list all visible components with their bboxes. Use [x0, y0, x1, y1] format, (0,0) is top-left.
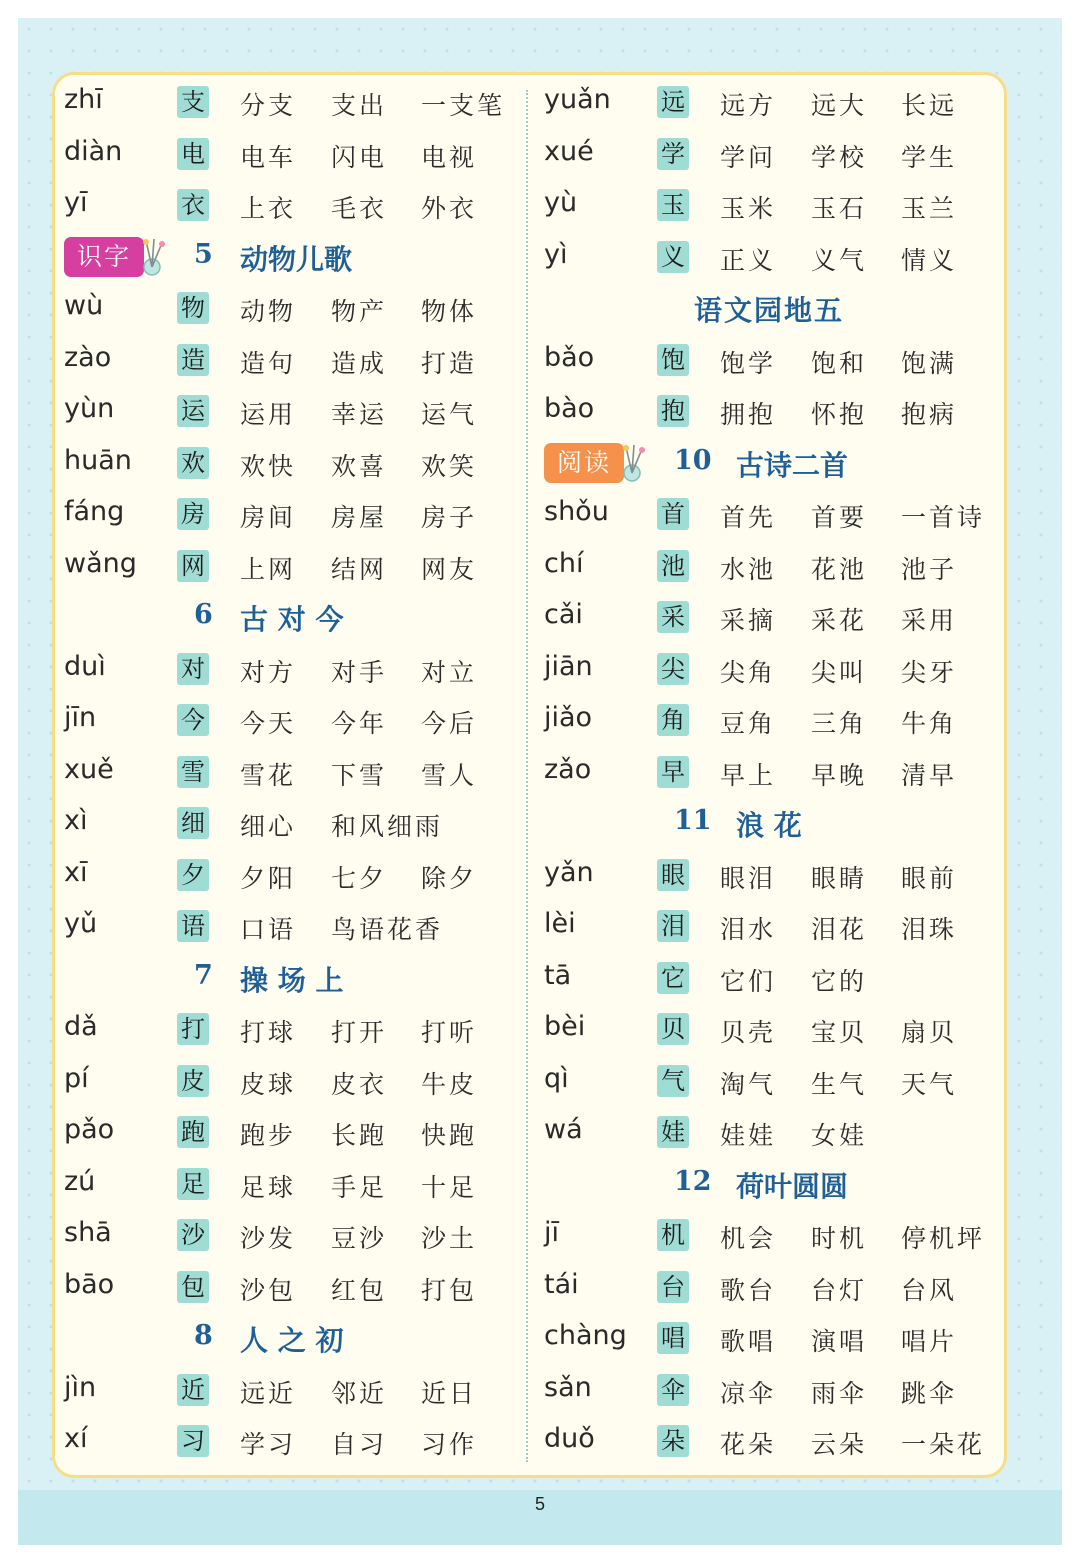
pinyin: wù — [64, 290, 104, 321]
example-word: 义气 — [811, 245, 868, 275]
highlight-character: 气 — [657, 1065, 689, 1097]
example-word: 饱和 — [811, 348, 868, 378]
pinyin: yùn — [64, 393, 115, 424]
example-word: 玉石 — [811, 194, 868, 223]
example-word: 快跑 — [421, 1121, 478, 1150]
example-word: 一支笔 — [421, 91, 506, 120]
example-word: 打包 — [421, 1275, 478, 1305]
example-word: 眼泪 — [720, 863, 777, 893]
example-word: 沙包 — [240, 1275, 297, 1305]
pinyin: xī — [64, 856, 88, 888]
example-word: 房子 — [421, 503, 478, 532]
highlight-character: 唱 — [657, 1322, 689, 1354]
pinyin: yuǎn — [544, 84, 611, 115]
highlight-character: 欢 — [177, 447, 209, 479]
highlight-character: 它 — [657, 962, 689, 994]
example-word: 清早 — [901, 760, 958, 790]
example-word: 尖叫 — [811, 657, 868, 687]
pinyin: zǎo — [544, 753, 592, 785]
pinyin: zhī — [64, 84, 103, 115]
example-word: 正义 — [720, 245, 777, 275]
example-word: 电视 — [421, 142, 478, 172]
column-divider — [526, 90, 528, 1462]
example-word: 采用 — [901, 606, 958, 635]
highlight-character: 早 — [657, 756, 689, 788]
example-word: 对方 — [240, 657, 297, 687]
example-word: 饱满 — [901, 348, 958, 378]
example-word: 时机 — [811, 1224, 868, 1253]
example-word: 眼前 — [901, 863, 958, 893]
example-word: 长远 — [901, 91, 958, 120]
example-word: 幸运 — [331, 400, 388, 429]
example-word: 皮衣 — [331, 1069, 388, 1099]
example-word: 皮球 — [240, 1069, 297, 1099]
pinyin: duǒ — [544, 1423, 595, 1454]
example-word: 台风 — [901, 1275, 958, 1305]
example-word: 造成 — [331, 348, 388, 378]
example-word: 跳伞 — [901, 1378, 958, 1408]
example-word: 电车 — [240, 142, 297, 172]
lesson-number: 8 — [194, 1320, 213, 1351]
pinyin: bāo — [64, 1268, 115, 1300]
example-word: 今天 — [240, 709, 297, 738]
pinyin: xué — [544, 135, 594, 167]
example-word: 首要 — [811, 503, 868, 532]
highlight-character: 娃 — [657, 1116, 689, 1148]
highlight-character: 支 — [177, 86, 209, 118]
example-word: 唱片 — [901, 1327, 958, 1356]
example-word: 手足 — [331, 1172, 388, 1202]
pinyin: bǎo — [544, 341, 595, 373]
highlight-character: 物 — [177, 292, 209, 324]
highlight-character: 造 — [177, 344, 209, 376]
pinyin: tā — [544, 959, 572, 991]
highlight-character: 对 — [177, 653, 209, 685]
lesson-title: 荷叶圆圆 — [736, 1169, 849, 1203]
example-word: 泪珠 — [901, 915, 958, 944]
example-word: 淘气 — [720, 1069, 777, 1099]
highlight-character: 习 — [177, 1425, 209, 1457]
pinyin: sǎn — [544, 1371, 592, 1403]
pinyin: yù — [544, 187, 578, 218]
example-word: 泪花 — [811, 915, 868, 944]
example-word: 云朵 — [811, 1430, 868, 1459]
highlight-character: 采 — [657, 601, 689, 633]
pinyin: bèi — [544, 1011, 586, 1042]
example-word: 学生 — [901, 142, 958, 172]
example-word: 动物 — [240, 297, 297, 326]
highlight-character: 玉 — [657, 189, 689, 221]
example-word: 对立 — [421, 657, 478, 687]
highlight-character: 泪 — [657, 910, 689, 942]
example-word: 沙发 — [240, 1224, 297, 1253]
example-word: 宝贝 — [811, 1018, 868, 1047]
pinyin: shā — [64, 1217, 112, 1248]
highlight-character: 衣 — [177, 189, 209, 221]
highlight-character: 首 — [657, 498, 689, 530]
example-word: 物体 — [421, 297, 478, 326]
pinyin: xuě — [64, 753, 114, 785]
highlight-character: 跑 — [177, 1116, 209, 1148]
example-word: 池子 — [901, 554, 958, 584]
example-word: 贝壳 — [720, 1018, 777, 1047]
highlight-character: 机 — [657, 1219, 689, 1251]
example-word: 抱病 — [901, 400, 958, 429]
example-word: 闪电 — [331, 142, 388, 172]
example-word: 采花 — [811, 606, 868, 635]
example-word: 运用 — [240, 400, 297, 429]
example-word: 邻近 — [331, 1378, 388, 1408]
example-word: 近日 — [421, 1378, 478, 1408]
example-word: 它们 — [720, 966, 777, 996]
highlight-character: 足 — [177, 1168, 209, 1200]
example-word: 眼睛 — [811, 863, 868, 893]
example-word: 停机坪 — [901, 1224, 986, 1253]
pinyin: wǎng — [64, 547, 137, 579]
highlight-character: 皮 — [177, 1065, 209, 1097]
example-word: 花池 — [811, 554, 868, 584]
highlight-character: 电 — [177, 138, 209, 170]
pinyin: huān — [64, 444, 132, 476]
example-word: 打球 — [240, 1018, 297, 1047]
lesson-number: 11 — [674, 805, 712, 836]
example-word: 三角 — [811, 709, 868, 738]
example-word: 豆沙 — [331, 1224, 388, 1253]
example-word: 下雪 — [331, 760, 388, 790]
pinyin: zào — [64, 341, 112, 373]
example-word: 自习 — [331, 1430, 388, 1459]
pinyin: bào — [544, 393, 595, 424]
highlight-character: 抱 — [657, 395, 689, 427]
example-word: 学习 — [240, 1430, 297, 1459]
example-word: 细心 — [240, 812, 297, 841]
pinyin: diàn — [64, 135, 123, 167]
highlight-character: 义 — [657, 241, 689, 273]
example-word: 打听 — [421, 1018, 478, 1047]
pinyin: qì — [544, 1062, 569, 1094]
pinyin: chí — [544, 547, 584, 579]
example-word: 外衣 — [421, 194, 478, 223]
pinyin: wá — [544, 1114, 583, 1145]
example-word: 足球 — [240, 1172, 297, 1202]
pinyin: duì — [64, 650, 106, 682]
example-word: 尖角 — [720, 657, 777, 687]
example-word: 泪水 — [720, 915, 777, 944]
example-word: 房屋 — [331, 503, 388, 532]
lesson-title: 操 场 上 — [240, 963, 344, 997]
example-word: 跑步 — [240, 1121, 297, 1150]
example-word: 它的 — [811, 966, 868, 996]
example-word: 尖牙 — [901, 657, 958, 687]
lesson-number: 5 — [194, 238, 213, 270]
example-word: 天气 — [901, 1069, 958, 1099]
example-word: 今后 — [421, 709, 478, 738]
example-word: 首先 — [720, 503, 777, 532]
example-word: 结网 — [331, 554, 388, 584]
pinyin: jìn — [64, 1371, 97, 1403]
pinyin: jiān — [544, 650, 593, 682]
example-word: 早晚 — [811, 760, 868, 790]
pinyin: shǒu — [544, 496, 609, 527]
example-word: 怀抱 — [811, 400, 868, 429]
flower-pot-icon — [616, 443, 650, 483]
example-word: 分支 — [240, 91, 297, 120]
pinyin: xí — [64, 1423, 88, 1454]
highlight-character: 饱 — [657, 344, 689, 376]
example-word: 牛角 — [901, 709, 958, 738]
example-word: 牛皮 — [421, 1069, 478, 1099]
pinyin: chàng — [544, 1320, 627, 1351]
example-word: 采摘 — [720, 606, 777, 635]
section-badge: 阅读 — [544, 443, 624, 483]
example-word: 一首诗 — [901, 503, 986, 532]
example-word: 鸟语花香 — [331, 915, 444, 944]
example-word: 打造 — [421, 348, 478, 378]
highlight-character: 学 — [657, 138, 689, 170]
lesson-title: 动物儿歌 — [240, 242, 353, 276]
lesson-title: 古 对 今 — [240, 603, 344, 636]
example-word: 网友 — [421, 554, 478, 584]
pinyin: yì — [544, 238, 568, 270]
highlight-character: 伞 — [657, 1374, 689, 1406]
example-word: 机会 — [720, 1224, 777, 1253]
example-word: 娃娃 — [720, 1121, 777, 1150]
example-word: 水池 — [720, 554, 777, 584]
example-word: 学校 — [811, 142, 868, 172]
example-word: 打开 — [331, 1018, 388, 1047]
lesson-number: 6 — [194, 599, 213, 630]
example-word: 情义 — [901, 245, 958, 275]
example-word: 沙土 — [421, 1224, 478, 1253]
example-word: 雪花 — [240, 760, 297, 790]
example-word: 七夕 — [331, 863, 388, 893]
lesson-title: 人 之 初 — [240, 1324, 344, 1357]
example-word: 雪人 — [421, 760, 478, 790]
pinyin: zú — [64, 1165, 96, 1197]
lesson-title: 古诗二首 — [736, 448, 849, 482]
pinyin: jīn — [64, 702, 97, 733]
example-word: 习作 — [421, 1430, 478, 1459]
example-word: 对手 — [331, 657, 388, 687]
example-word: 女娃 — [811, 1121, 868, 1150]
example-word: 远方 — [720, 91, 777, 120]
pinyin: yī — [64, 187, 88, 218]
example-word: 玉兰 — [901, 194, 958, 223]
pinyin: cǎi — [544, 599, 583, 630]
example-word: 凉伞 — [720, 1378, 777, 1408]
pinyin: lèi — [544, 908, 576, 939]
highlight-character: 远 — [657, 86, 689, 118]
example-word: 十足 — [421, 1172, 478, 1202]
pinyin: yǎn — [544, 856, 594, 888]
example-word: 造句 — [240, 348, 297, 378]
lesson-title: 浪 花 — [736, 809, 802, 842]
lesson-number: 10 — [674, 444, 712, 476]
pinyin: xì — [64, 805, 88, 836]
example-word: 早上 — [720, 760, 777, 790]
example-word: 房间 — [240, 503, 297, 532]
section-badge: 识字 — [64, 237, 144, 277]
highlight-character: 尖 — [657, 653, 689, 685]
highlight-character: 今 — [177, 704, 209, 736]
highlight-character: 池 — [657, 550, 689, 582]
example-word: 花朵 — [720, 1430, 777, 1459]
example-word: 远近 — [240, 1378, 297, 1408]
lesson-number: 12 — [674, 1165, 712, 1197]
example-word: 红包 — [331, 1275, 388, 1305]
highlight-character: 语 — [177, 910, 209, 942]
highlight-character: 贝 — [657, 1013, 689, 1045]
lesson-number: 7 — [194, 959, 213, 991]
pinyin: tái — [544, 1268, 579, 1300]
example-word: 上网 — [240, 554, 297, 584]
highlight-character: 沙 — [177, 1219, 209, 1251]
highlight-character: 网 — [177, 550, 209, 582]
pinyin: pǎo — [64, 1114, 115, 1145]
example-word: 演唱 — [811, 1327, 868, 1356]
highlight-character: 近 — [177, 1374, 209, 1406]
example-word: 欢喜 — [331, 451, 388, 481]
pinyin: pí — [64, 1062, 89, 1094]
example-word: 歌台 — [720, 1275, 777, 1305]
example-word: 扇贝 — [901, 1018, 958, 1047]
example-word: 毛衣 — [331, 194, 388, 223]
example-word: 拥抱 — [720, 400, 777, 429]
example-word: 生气 — [811, 1069, 868, 1099]
pinyin: jī — [544, 1217, 560, 1248]
pinyin: fáng — [64, 496, 125, 527]
example-word: 台灯 — [811, 1275, 868, 1305]
highlight-character: 打 — [177, 1013, 209, 1045]
flower-pot-icon — [136, 237, 170, 277]
example-word: 长跑 — [331, 1121, 388, 1150]
example-word: 除夕 — [421, 863, 478, 893]
pinyin: jiǎo — [544, 702, 593, 733]
example-word: 一朵花 — [901, 1430, 986, 1459]
example-word: 玉米 — [720, 194, 777, 223]
example-word: 上衣 — [240, 194, 297, 223]
highlight-character: 雪 — [177, 756, 209, 788]
pinyin: dǎ — [64, 1011, 98, 1042]
example-word: 口语 — [240, 915, 297, 944]
highlight-character: 房 — [177, 498, 209, 530]
highlight-character: 角 — [657, 704, 689, 736]
lesson-title: 语文园地五 — [694, 294, 845, 327]
highlight-character: 包 — [177, 1271, 209, 1303]
highlight-character: 眼 — [657, 859, 689, 891]
example-word: 物产 — [331, 297, 388, 326]
example-word: 饱学 — [720, 348, 777, 378]
highlight-character: 台 — [657, 1271, 689, 1303]
example-word: 欢笑 — [421, 451, 478, 481]
example-word: 豆角 — [720, 709, 777, 738]
example-word: 学问 — [720, 142, 777, 172]
example-word: 夕阳 — [240, 863, 297, 893]
example-word: 欢快 — [240, 451, 297, 481]
highlight-character: 细 — [177, 807, 209, 839]
example-word: 歌唱 — [720, 1327, 777, 1356]
example-word: 和风细雨 — [331, 812, 444, 841]
highlight-character: 运 — [177, 395, 209, 427]
example-word: 远大 — [811, 91, 868, 120]
example-word: 今年 — [331, 709, 388, 738]
pinyin: yǔ — [64, 908, 98, 939]
highlight-character: 夕 — [177, 859, 209, 891]
example-word: 运气 — [421, 400, 478, 429]
page-number: 5 — [534, 1494, 545, 1514]
highlight-character: 朵 — [657, 1425, 689, 1457]
example-word: 支出 — [331, 91, 388, 120]
example-word: 雨伞 — [811, 1378, 868, 1408]
